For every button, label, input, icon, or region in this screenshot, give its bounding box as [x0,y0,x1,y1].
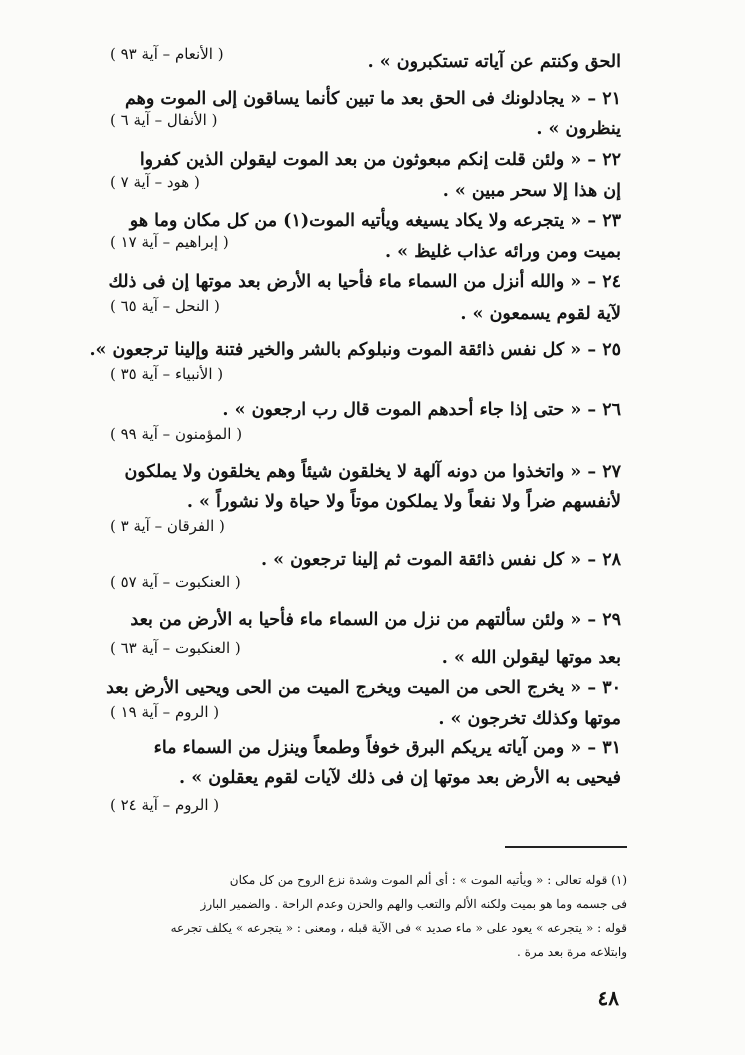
verse-line: ٢٥ – « كل نفس ذائقة الموت ونبلوكم بالشر والخير فتنة وإلينا ترجعون ». [89,340,621,360]
verse-line: ٣١ – « ومن آياته يريكم البرق خوفاً وطمعاً وينزل من السماء ماء [153,738,621,758]
verse-reference: ( الروم – آية ٢٤ ) [110,796,220,814]
verse-line: ٢٩ – « ولئن سألتهم من نزل من السماء ماء فأحيا به الأرض من بعد [130,610,621,630]
verse-reference: ( الأنفال – آية ٦ ) [110,111,218,129]
verse-line: ٢٧ – « واتخذوا من دونه آلهة لا يخلقون شيئاً وهم يخلقون ولا يملكون [124,462,621,482]
verse-line: ينظرون » . [536,119,621,139]
verse-reference: ( النحل – آية ٦٥ ) [110,297,220,315]
footnote-line: فى جسمه وما هو بميت ولكنه الألم والتعب والهم والحزن وعدم الراحة . والضمير البارز [200,897,627,911]
verse-reference: ( هود – آية ٧ ) [110,173,200,191]
verse-line: ٣٠ – « يخرج الحى من الميت ويخرج الميت من الحى ويحيى الأرض بعد [106,678,621,698]
verse-line: ٢٦ – « حتى إذا جاء أحدهم الموت قال رب ارجعون » . [222,400,621,420]
footnote-line: وابتلاعه مرة بعد مرة . [516,945,627,959]
verse-reference: ( إبراهيم – آية ١٧ ) [110,233,229,251]
verse-line: فيحيى به الأرض بعد موتها إن فى ذلك لآيات لقوم يعقلون » . [179,768,621,788]
verse-reference: ( العنكبوت – آية ٥٧ ) [110,573,241,591]
verse-line: الحق وكنتم عن آياته تستكبرون » . [367,52,621,72]
verse-line: لآية لقوم يسمعون » . [460,304,621,324]
verse-reference: ( الأنبياء – آية ٣٥ ) [110,365,224,383]
verse-line: لأنفسهم ضراً ولا نفعاً ولا يملكون موتاً ولا حياة ولا نشوراً » . [186,492,621,512]
verse-line: ٢٤ – « والله أنزل من السماء ماء فأحيا به الأرض بعد موتها إن فى ذلك [108,272,621,292]
verse-line: بميت ومن ورائه عذاب غليظ » . [384,242,621,262]
verse-line: بعد موتها ليقولن الله » . [441,648,621,668]
verse-line: ٢٣ – « يتجرعه ولا يكاد يسيغه ويأتيه الموت(١) من كل مكان وما هو [129,211,621,231]
page-number: ٤٨ [597,986,619,1010]
footnote-line: (١) قوله تعالى : « ويأتيه الموت » : أى ألم الموت وشدة نزع الروح من كل مكان [229,873,627,887]
verse-line: ٢٢ – « ولئن قلت إنكم مبعوثون من بعد الموت ليقولن الذين كفروا [139,150,621,170]
verse-reference: ( العنكبوت – آية ٦٣ ) [110,639,241,657]
verse-line: ٢٨ – « كل نفس ذائقة الموت ثم إلينا ترجعون » . [260,550,621,570]
verse-reference: ( المؤمنون – آية ٩٩ ) [110,425,243,443]
verse-line: ٢١ – « يجادلونك فى الحق بعد ما تبين كأنما يساقون إلى الموت وهم [125,89,621,109]
verse-reference: ( الأنعام – آية ٩٣ ) [110,45,224,63]
verse-reference: ( الفرقان – آية ٣ ) [110,517,225,535]
verse-line: إن هذا إلا سحر مبين » . [442,181,621,201]
footnote-line: قوله : « يتجرعه » يعود على « ماء صديد » فى الآية قبله ، ومعنى : « يتجرعه » يكلف تجرعه [170,921,627,935]
verse-reference: ( الروم – آية ١٩ ) [110,703,220,721]
verse-line: موتها وكذلك تخرجون » . [438,709,621,729]
footnote-separator [505,846,627,848]
